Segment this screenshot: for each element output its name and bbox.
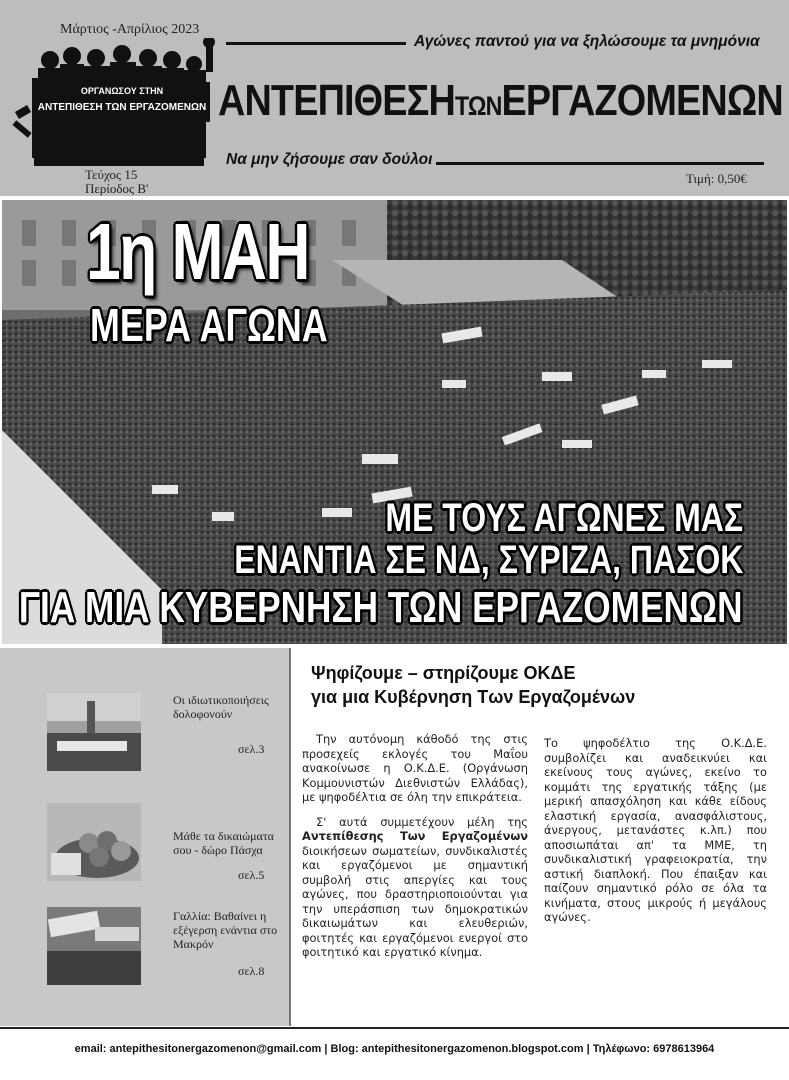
p2-text-a: Σ' αυτά συμμετέχουν μέλη της (316, 814, 528, 829)
article-title-line2: για μια Κυβέρνηση Των Εργαζομένων (311, 687, 636, 707)
footer-contacts: email: antepithesitonergazomenon@gmail.com | Blog: antepithesitonergazomenon.blogspot.com | Τηλέφωνο: 6978613964 (74, 1043, 715, 1055)
newspaper-title (218, 76, 783, 126)
slogan-top: Αγώνες παντού για να ξηλώσουμε τα μνημόνια (414, 33, 760, 50)
slogan-bottom-rule (436, 162, 764, 165)
price: Τιμή: 0,50€ (686, 171, 747, 186)
logo-text-line2: ΑΝΤΕΠΙΘΕΣΗ ΤΩΝ ΕΡΓΑΖΟΜΕΝΩΝ (37, 102, 207, 113)
hero-slogan-1: ΜΕ ΤΟΥΣ ΑΓΩΝΕΣ ΜΑΣ (385, 496, 743, 540)
thumb-easter-bonus[interactable] (47, 803, 141, 881)
slogan-top-rule (226, 42, 406, 45)
p2-text-b: διοικήσεων σωματείων, συνδικαλιστές και εργαζόμενοι με σημαντική συμβολή στις απεργίες και τους αγώνες, που δραστηριοποιούνται για την υπεράσπιση των δημοκρατικών δικαιωμάτων και ελευθεριών, φοιτητές και εργαζόμενοι ενεργοί στο φοιτητικό και εργατικό κίνημα. (302, 843, 528, 959)
protest-photo-icon (47, 693, 141, 771)
item-title-1[interactable]: Οι ιδιωτικοποιήσεις δολοφονούν (173, 693, 269, 721)
issue-info (85, 168, 148, 196)
title-part1: ΑΝΤΕΠΙΘΕΣΗ (218, 76, 455, 125)
article-title (311, 661, 635, 709)
article-paragraph-2 (302, 815, 528, 960)
issue-number: Τεύχος 15 (85, 167, 138, 182)
title-part3: ΕΡΓΑΖΟΜΕΝΩΝ (501, 76, 783, 125)
masthead (0, 0, 789, 196)
article-paragraph-3: Το ψηφοδέλτιο της Ο.Κ.Δ.Ε. συμβολίζει και αναδεικνύει και εκείνους τους αγώνες, εκείνο το κομμάτι της εργατικής τάξης (με μερική απασχόληση και κάθε είδους ελαστική εργασία, ανασφάλιστους, άνεργους, μετανάστες κ.λπ.) που αποσιωπάται απ' τα ΜΜΕ, τη συνδικαλιστική γραφειοκρατία, την αστική διαπλοκή. Που έπαιξαν και παίζουν σημαντικό ρόλο σε όλα τα κινήματα, στους μικρούς ή μεγάλους αγώνες. (544, 736, 767, 924)
article-title-line1: Ψηφίζουμε – στηρίζουμε ΟΚΔΕ (311, 663, 576, 683)
item-page-3: σελ.8 (238, 964, 265, 978)
hero-slogan-2: ΕΝΑΝΤΙΑ ΣΕ ΝΔ, ΣΥΡΙΖΑ, ΠΑΣΟΚ (233, 538, 743, 582)
footer-rule (0, 1027, 789, 1029)
hero-headline: 1η ΜΑΗ (86, 207, 309, 296)
column-divider (289, 648, 291, 1026)
slogan-bottom: Να μην ζήσουμε σαν δούλοι (226, 151, 433, 168)
thumb-france[interactable] (47, 907, 141, 985)
eggs-photo-icon (47, 803, 141, 881)
title-part2: ΤΩΝ (454, 91, 502, 121)
issue-period: Περίοδος Β' (85, 181, 149, 196)
item-page-2: σελ.5 (238, 868, 265, 882)
hero-slogan-3: ΓΙΑ ΜΙΑ ΚΥΒΕΡΝΗΣΗ ΤΩΝ ΕΡΓΑΖΟΜΕΝΩΝ (19, 583, 743, 632)
item-title-3[interactable]: Γαλλία: Βαθαίνει η εξέγερση ενάντια στο Μακρόν (173, 909, 278, 951)
article-column-2 (544, 736, 767, 935)
article-paragraph-1: Την αυτόνομη κάθοδό της στις προσεχείς εκλογές του Μαΐου ανακοίνωσε η Ο.Κ.Δ.Ε. (Οργάνωση Κομμουνιστών Διεθνιστών Ελλάδας), με ψηφοδέλτια σε όλη την επικράτεια. (302, 732, 528, 804)
logo-text-line1: ΟΡΓΑΝΩΣΟΥ ΣΤΗΝ (80, 86, 164, 96)
item-title-2[interactable]: Μάθε τα δικαιώματα σου - δώρο Πάσχα (173, 829, 274, 857)
workers-silhouette-logo (10, 38, 215, 173)
hero-photo (2, 200, 787, 644)
france-protest-photo-icon (47, 907, 141, 985)
article-column-1 (302, 732, 528, 970)
item-page-1: σελ.3 (238, 742, 265, 756)
issue-date: Μάρτιος -Απρίλιος 2023 (60, 22, 200, 37)
hero-subheadline: ΜΕΡΑ ΑΓΩΝΑ (90, 299, 328, 351)
p2-bold-org: Αντεπίθεσης Των Εργαζομένων (302, 829, 528, 843)
thumb-privatizations[interactable] (47, 693, 141, 771)
